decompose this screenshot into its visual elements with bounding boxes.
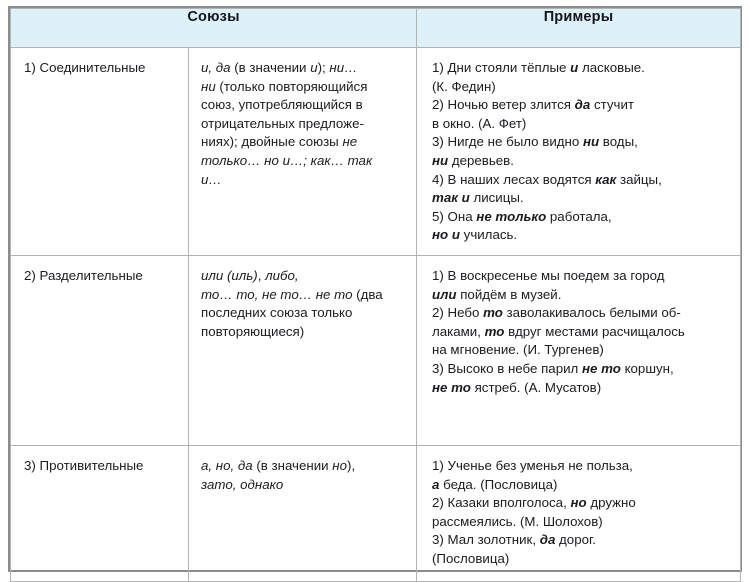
- category-label: 1) Соединительные: [24, 60, 146, 75]
- row-category-cell: [11, 255, 189, 445]
- conjunction-list: или (иль), либо, то… то, не то… не то (два последних союза только повторяющиеся): [201, 267, 383, 339]
- row-conjunctions-cell: [189, 445, 417, 581]
- row-examples-cell: [417, 255, 741, 445]
- conjunction-list: и, да (в значении и); ни… ни (только повторяющийся союз, употребляющийся в отрицательных предложе- ниях); двойные союзы не только… но и…; как… так и…: [201, 60, 373, 187]
- row-category-cell: [11, 48, 189, 256]
- row-examples-cell: [417, 48, 741, 256]
- header-row: [11, 9, 741, 48]
- example-list: 1) В воскресенье мы поедем за город или пойдём в музей. 2) Небо то заволакивалось белыми об- лаками, то вдруг местами расчищалось на мгновение. (И. Тургенев) 3) Высоко в небе парил не то коршун, не то ястреб. (А. Мусатов): [432, 267, 685, 395]
- example-list: 1) Ученье без уменья не польза, а беда. (Пословица) 2) Казаки вполголоса, но дружно рассмеялись. (М. Шолохов) 3) Мал золотник, да дорог. (Пословица): [432, 457, 636, 566]
- grammar-table-container: [8, 6, 742, 572]
- category-label: 2) Разделительные: [24, 267, 143, 283]
- row-examples-cell: [417, 445, 741, 581]
- header-conjunctions: Союзы: [11, 9, 417, 48]
- row-conjunctions-cell: [189, 48, 417, 256]
- table-body: [11, 48, 741, 582]
- row-category-cell: [11, 445, 189, 581]
- table-row: [11, 445, 741, 581]
- row-conjunctions-cell: [189, 255, 417, 445]
- category-label: 3) Противительные: [24, 457, 144, 473]
- table-header: [11, 9, 741, 48]
- table-row: [11, 48, 741, 256]
- example-list: 1) Дни стояли тёплые и ласковые. (К. Федин) 2) Ночью ветер злится да стучит в окно. (А. Фет) 3) Нигде не было видно ни воды, ни деревьев. 4) В наших лесах водятся как зайцы, так и лисицы. 5) Она не только работала, но и училась.: [432, 60, 662, 243]
- header-examples: Примеры: [417, 9, 741, 48]
- table-row: [11, 255, 741, 445]
- conjunctions-table: [10, 8, 741, 582]
- conjunction-list: а, но, да (в значении но), зато, однако: [201, 457, 356, 492]
